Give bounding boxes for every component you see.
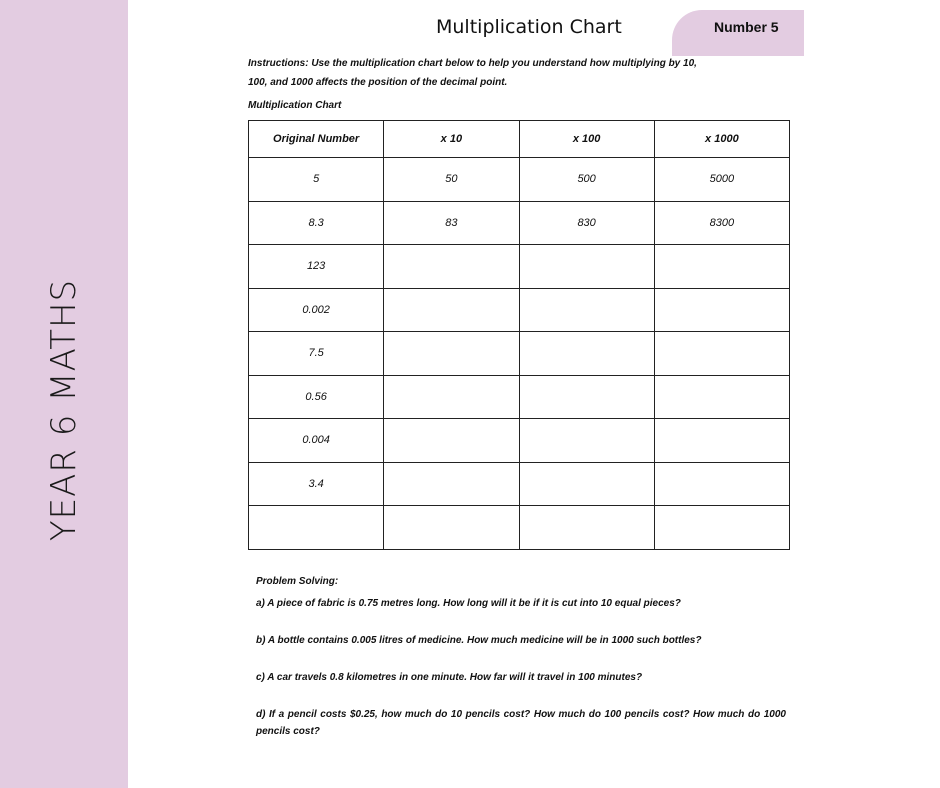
- problem-solving-heading: Problem Solving:: [256, 576, 339, 587]
- table-cell[interactable]: [654, 462, 789, 506]
- table-cell: 123: [249, 245, 384, 289]
- table-cell[interactable]: [654, 332, 789, 376]
- header-cell: Original Number: [249, 121, 384, 158]
- table-row: [249, 332, 790, 376]
- table-row: [249, 201, 790, 245]
- table-cell[interactable]: [654, 375, 789, 419]
- sidebar-panel: [0, 0, 128, 788]
- table-cell[interactable]: 5000: [654, 158, 789, 202]
- table-cell: 0.002: [249, 288, 384, 332]
- table-cell[interactable]: [519, 375, 654, 419]
- year-label: YEAR 6 MATHS: [44, 278, 84, 542]
- table-cell[interactable]: [384, 419, 519, 463]
- table-cell[interactable]: [519, 506, 654, 550]
- table-cell[interactable]: [384, 332, 519, 376]
- question-a: a) A piece of fabric is 0.75 metres long. How long will it be if it is cut into 10 equal pieces?: [256, 598, 681, 609]
- table-cell[interactable]: 8300: [654, 201, 789, 245]
- chart-label: Multiplication Chart: [248, 100, 342, 111]
- worksheet-title: Multiplication Chart: [436, 16, 622, 38]
- table-cell[interactable]: [384, 245, 519, 289]
- table-cell[interactable]: 83: [384, 201, 519, 245]
- table-cell: 5: [249, 158, 384, 202]
- table-cell[interactable]: [519, 332, 654, 376]
- table-cell[interactable]: [384, 506, 519, 550]
- table-cell: 0.004: [249, 419, 384, 463]
- table-cell[interactable]: 500: [519, 158, 654, 202]
- table-row: [249, 288, 790, 332]
- table-header-row: [249, 121, 790, 158]
- table-cell[interactable]: [654, 245, 789, 289]
- table-row: [249, 462, 790, 506]
- header-cell: x 10: [384, 121, 519, 158]
- question-c: c) A car travels 0.8 kilometres in one minute. How far will it travel in 100 minutes?: [256, 672, 643, 683]
- table-cell[interactable]: [384, 462, 519, 506]
- table-cell: 8.3: [249, 201, 384, 245]
- table-cell[interactable]: [249, 506, 384, 550]
- topic-tag: Number 5: [714, 19, 779, 35]
- table-cell: 7.5: [249, 332, 384, 376]
- header-cell: x 100: [519, 121, 654, 158]
- table-row: [249, 158, 790, 202]
- table-cell[interactable]: [384, 375, 519, 419]
- table-cell[interactable]: 50: [384, 158, 519, 202]
- instructions-text: Instructions: Use the multiplication chart below to help you understand how multiplying by 10, 100, and 1000 affects the position of the decimal point.: [248, 58, 697, 88]
- table-cell[interactable]: [654, 506, 789, 550]
- table-row: [249, 375, 790, 419]
- table-cell[interactable]: 830: [519, 201, 654, 245]
- table-cell[interactable]: [654, 288, 789, 332]
- table-row: [249, 245, 790, 289]
- table-cell[interactable]: [519, 419, 654, 463]
- table-cell[interactable]: [384, 288, 519, 332]
- table-cell[interactable]: [519, 462, 654, 506]
- multiplication-table: [248, 120, 790, 550]
- table-row: [249, 419, 790, 463]
- table-cell[interactable]: [519, 288, 654, 332]
- question-b: b) A bottle contains 0.005 litres of medicine. How much medicine will be in 1000 such bottles?: [256, 635, 702, 646]
- table-row: [249, 506, 790, 550]
- table-cell[interactable]: [654, 419, 789, 463]
- problem-solving-section: [256, 576, 786, 760]
- table-cell[interactable]: [519, 245, 654, 289]
- header-cell: x 1000: [654, 121, 789, 158]
- table-cell: 3.4: [249, 462, 384, 506]
- table-cell: 0.56: [249, 375, 384, 419]
- question-d: d) If a pencil costs $0.25, how much do 10 pencils cost? How much do 100 pencils cost? How much do 1000 pencils cost?: [256, 709, 786, 737]
